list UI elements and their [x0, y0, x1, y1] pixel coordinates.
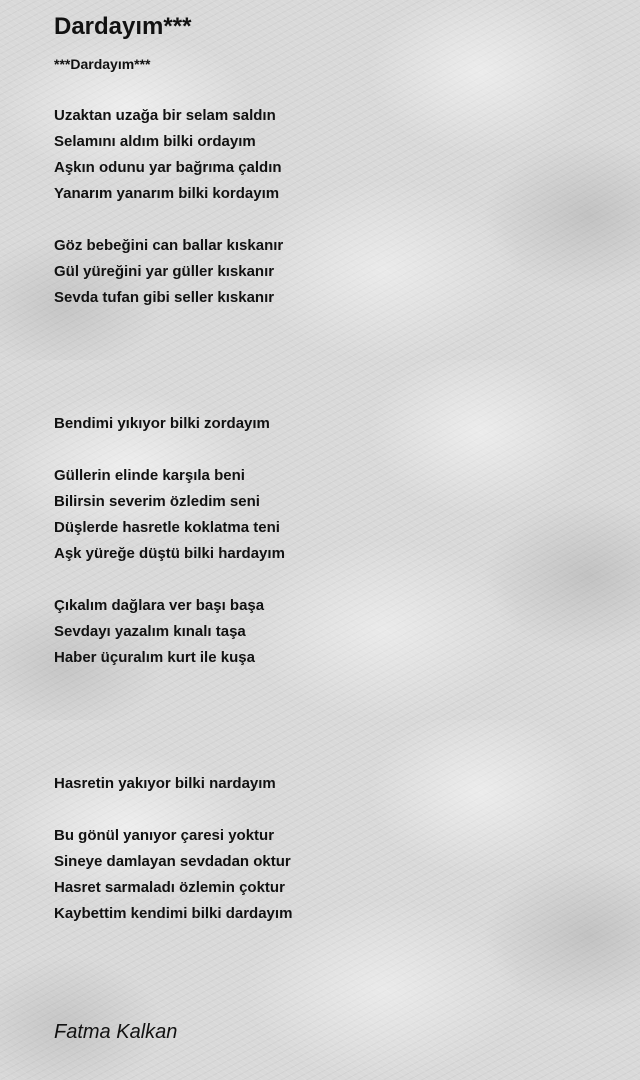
poem-line: Sineye damlayan sevdadan oktur — [54, 853, 291, 870]
poem-line: Bilirsin severim özledim seni — [54, 493, 260, 510]
poem-line: Selamını aldım bilki ordayım — [54, 133, 256, 150]
poem-line: Bu gönül yanıyor çaresi yoktur — [54, 827, 275, 844]
poem-line: Bendimi yıkıyor bilki zordayım — [54, 415, 270, 432]
poem-line: Aşk yüreğe düştü bilki hardayım — [54, 545, 285, 562]
poem-subtitle: ***Dardayım*** — [54, 56, 151, 72]
poem-line: Sevdayı yazalım kınalı taşa — [54, 623, 246, 640]
poem-line: Düşlerde hasretle koklatma teni — [54, 519, 280, 536]
poem-line: Hasretin yakıyor bilki nardayım — [54, 775, 276, 792]
poem-line: Yanarım yanarım bilki kordayım — [54, 185, 280, 202]
poem-title: Dardayım*** — [54, 13, 192, 40]
poem-content — [54, 0, 614, 1080]
poem-line: Güllerin elinde karşıla beni — [54, 467, 245, 484]
poem-line: Haber üçuralım kurt ile kuşa — [54, 649, 255, 666]
poem-line: Sevda tufan gibi seller kıskanır — [54, 289, 275, 306]
poem-line: Göz bebeğini can ballar kıskanır — [54, 237, 284, 254]
poem-line: Uzaktan uzağa bir selam saldın — [54, 107, 276, 124]
poem-line: Kaybettim kendimi bilki dardayım — [54, 905, 293, 922]
poem-line: Aşkın odunu yar bağrıma çaldın — [54, 159, 282, 176]
poem-line: Gül yüreğini yar güller kıskanır — [54, 263, 275, 280]
poem-line: Hasret sarmaladı özlemin çoktur — [54, 879, 285, 896]
poem-author: Fatma Kalkan — [54, 1021, 178, 1043]
poem-line: Çıkalım dağlara ver başı başa — [54, 597, 265, 614]
